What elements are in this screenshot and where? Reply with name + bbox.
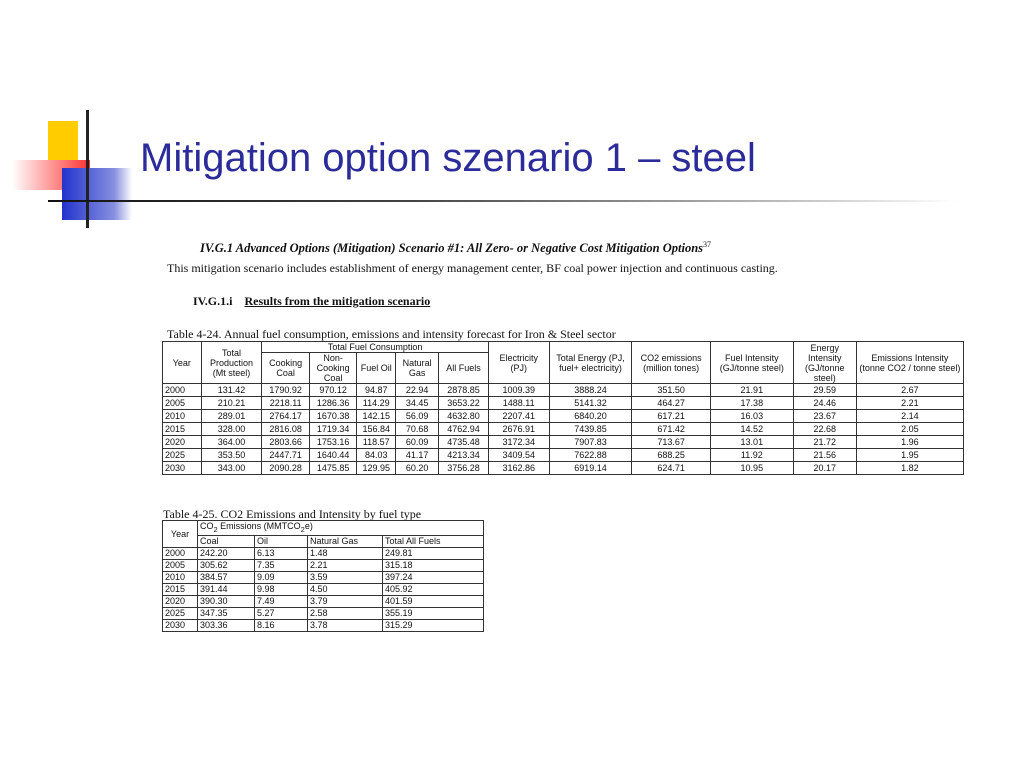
col-group-co2-emissions	[198, 521, 484, 536]
table-cell: 7439.85	[549, 423, 632, 436]
table-row	[163, 571, 484, 583]
table-cell: 70.68	[396, 423, 439, 436]
row-year-cell: 2000	[163, 547, 198, 559]
table-cell: 242.20	[198, 547, 255, 559]
table-cell: 20.17	[793, 462, 856, 475]
table-row	[163, 583, 484, 595]
table-cell: 131.42	[201, 384, 262, 397]
table-cell: 2803.66	[262, 436, 310, 449]
col-total: Total All Fuels	[383, 535, 484, 547]
table-cell: 3172.34	[488, 436, 549, 449]
table-cell: 2218.11	[262, 397, 310, 410]
col-energy-intensity: Energy Intensity (GJ/tonne steel)	[793, 342, 856, 384]
table-cell: 3756.28	[439, 462, 489, 475]
col-fuel-oil: Fuel Oil	[357, 353, 396, 384]
group-mid: Emissions (MMTCO	[217, 521, 301, 531]
table-cell: 405.92	[383, 583, 484, 595]
col-cooking-coal: Cooking Coal	[262, 353, 310, 384]
table-cell: 351.50	[632, 384, 710, 397]
table-cell: 1475.85	[309, 462, 357, 475]
col-fuel-intensity: Fuel Intensity (GJ/tonne steel)	[710, 342, 793, 384]
table-cell: 56.09	[396, 410, 439, 423]
table-cell: 22.94	[396, 384, 439, 397]
row-year-cell: 2005	[163, 397, 202, 410]
table-cell: 1640.44	[309, 449, 357, 462]
table-cell: 2.05	[856, 423, 963, 436]
col-co2: CO2 emissions (million tones)	[632, 342, 710, 384]
table-cell: 384.57	[198, 571, 255, 583]
decor-blue-square	[62, 168, 132, 220]
table-cell: 1.95	[856, 449, 963, 462]
table-cell: 1670.38	[309, 410, 357, 423]
section-heading	[200, 240, 711, 256]
table-cell: 624.71	[632, 462, 710, 475]
table-row	[163, 449, 964, 462]
table-cell: 6840.20	[549, 410, 632, 423]
table2-caption: Table 4-25. CO2 Emissions and Intensity by fuel type	[163, 507, 422, 521]
table-cell: 10.95	[710, 462, 793, 475]
table-cell: 23.67	[793, 410, 856, 423]
table-cell: 60.20	[396, 462, 439, 475]
table-cell: 1488.11	[488, 397, 549, 410]
table-cell: 1719.34	[309, 423, 357, 436]
table-cell: 401.59	[383, 595, 484, 607]
table-cell: 34.45	[396, 397, 439, 410]
table-cell: 13.01	[710, 436, 793, 449]
table-cell: 2.21	[856, 397, 963, 410]
col-natural-gas: Natural Gas	[396, 353, 439, 384]
table-cell: 41.17	[396, 449, 439, 462]
col-oil: Oil	[255, 535, 308, 547]
table-cell: 3.79	[308, 595, 383, 607]
table-row	[163, 595, 484, 607]
table-cell: 4735.48	[439, 436, 489, 449]
table-cell: 16.03	[710, 410, 793, 423]
subsection-heading	[193, 294, 430, 309]
table-cell: 60.09	[396, 436, 439, 449]
table-cell: 391.44	[198, 583, 255, 595]
table-cell: 390.30	[198, 595, 255, 607]
row-year-cell: 2025	[163, 607, 198, 619]
table-cell: 1790.92	[262, 384, 310, 397]
table-cell: 4632.80	[439, 410, 489, 423]
row-year-cell: 2010	[163, 410, 202, 423]
table-cell: 7.49	[255, 595, 308, 607]
slide-title: Mitigation option szenario 1 – steel	[140, 136, 756, 180]
table-cell: 353.50	[201, 449, 262, 462]
col-non-cooking-coal: Non-Cooking Coal	[309, 353, 357, 384]
row-year-cell: 2030	[163, 462, 202, 475]
table-cell: 94.87	[357, 384, 396, 397]
table-cell: 21.91	[710, 384, 793, 397]
table-cell: 21.72	[793, 436, 856, 449]
table-cell: 2878.85	[439, 384, 489, 397]
col-year: Year	[163, 521, 198, 548]
table-row	[163, 559, 484, 571]
fuel-consumption-table	[162, 341, 964, 475]
table-cell: 2207.41	[488, 410, 549, 423]
table-cell: 4.50	[308, 583, 383, 595]
row-year-cell: 2020	[163, 595, 198, 607]
table-cell: 11.92	[710, 449, 793, 462]
table-cell: 118.57	[357, 436, 396, 449]
table-cell: 2090.28	[262, 462, 310, 475]
table-cell: 617.21	[632, 410, 710, 423]
col-year: Year	[163, 342, 202, 384]
table-cell: 2816.08	[262, 423, 310, 436]
intro-paragraph: This mitigation scenario includes establishment of energy management center, BF coal power injection and continuous casting.	[167, 261, 778, 275]
table-cell: 3888.24	[549, 384, 632, 397]
table-cell: 3409.54	[488, 449, 549, 462]
table-cell: 303.36	[198, 619, 255, 631]
table-cell: 289.01	[201, 410, 262, 423]
table-cell: 1.82	[856, 462, 963, 475]
group-sub: 2	[213, 524, 218, 534]
row-year-cell: 2030	[163, 619, 198, 631]
table-cell: 9.09	[255, 571, 308, 583]
col-emissions-intensity: Emissions Intensity (tonne CO2 / tonne steel)	[856, 342, 963, 384]
table-cell: 3653.22	[439, 397, 489, 410]
table-cell: 156.84	[357, 423, 396, 436]
table-cell: 249.81	[383, 547, 484, 559]
table-cell: 21.56	[793, 449, 856, 462]
table-cell: 5141.32	[549, 397, 632, 410]
table-row	[163, 462, 964, 475]
subsection-number: IV.G.1.i	[193, 294, 233, 308]
co2-emissions-table	[162, 520, 484, 632]
table-row	[163, 547, 484, 559]
table-cell: 17.38	[710, 397, 793, 410]
table-cell: 2.58	[308, 607, 383, 619]
table-cell: 671.42	[632, 423, 710, 436]
table-cell: 2764.17	[262, 410, 310, 423]
col-production: Total Production (Mt steel)	[201, 342, 262, 384]
table-cell: 4762.94	[439, 423, 489, 436]
table-cell: 1009.39	[488, 384, 549, 397]
col-natural-gas: Natural Gas	[308, 535, 383, 547]
group-sub2: 2	[300, 524, 305, 534]
table-cell: 343.00	[201, 462, 262, 475]
table-cell: 347.35	[198, 607, 255, 619]
table-cell: 355.19	[383, 607, 484, 619]
group-suffix: e)	[304, 521, 313, 531]
subsection-title: Results from the mitigation scenario	[244, 294, 431, 308]
table-cell: 4213.34	[439, 449, 489, 462]
table-cell: 29.59	[793, 384, 856, 397]
table-cell: 305.62	[198, 559, 255, 571]
table-cell: 7.35	[255, 559, 308, 571]
table1-caption: Table 4-24. Annual fuel consumption, emissions and intensity forecast for Iron & Steel sector	[167, 327, 616, 341]
table-cell: 2.21	[308, 559, 383, 571]
table-cell: 364.00	[201, 436, 262, 449]
table2-body	[163, 547, 484, 631]
table-cell: 1286.36	[309, 397, 357, 410]
section-heading-text: IV.G.1 Advanced Options (Mitigation) Scenario #1: All Zero- or Negative Cost Mitigation Options	[200, 241, 704, 256]
group-prefix: CO	[200, 521, 214, 531]
table-cell: 5.27	[255, 607, 308, 619]
table-cell: 3.78	[308, 619, 383, 631]
row-year-cell: 2025	[163, 449, 202, 462]
table-cell: 129.95	[357, 462, 396, 475]
table-cell: 7622.88	[549, 449, 632, 462]
title-underline	[48, 200, 958, 202]
table-cell: 6919.14	[549, 462, 632, 475]
table-cell: 2.14	[856, 410, 963, 423]
col-coal: Coal	[198, 535, 255, 547]
table-row	[163, 436, 964, 449]
table-cell: 6.13	[255, 547, 308, 559]
table-cell: 24.46	[793, 397, 856, 410]
table-row	[163, 397, 964, 410]
table-cell: 1.96	[856, 436, 963, 449]
row-year-cell: 2010	[163, 571, 198, 583]
table-cell: 9.98	[255, 583, 308, 595]
table-cell: 464.27	[632, 397, 710, 410]
table-row	[163, 410, 964, 423]
col-total-energy: Total Energy (PJ, fuel+ electricity)	[549, 342, 632, 384]
table-cell: 328.00	[201, 423, 262, 436]
table-cell: 114.29	[357, 397, 396, 410]
table-row	[163, 423, 964, 436]
table-cell: 22.68	[793, 423, 856, 436]
table-cell: 2676.91	[488, 423, 549, 436]
table-cell: 7907.83	[549, 436, 632, 449]
table-cell: 8.16	[255, 619, 308, 631]
table-row	[163, 384, 964, 397]
table-cell: 688.25	[632, 449, 710, 462]
row-year-cell: 2015	[163, 423, 202, 436]
decor-vertical-line	[86, 110, 89, 228]
col-electricity: Electricity (PJ)	[488, 342, 549, 384]
table-cell: 3.59	[308, 571, 383, 583]
row-year-cell: 2015	[163, 583, 198, 595]
table-row	[163, 619, 484, 631]
table-cell: 84.03	[357, 449, 396, 462]
table-cell: 1753.16	[309, 436, 357, 449]
table-cell: 713.67	[632, 436, 710, 449]
table-cell: 315.18	[383, 559, 484, 571]
table-cell: 210.21	[201, 397, 262, 410]
row-year-cell: 2020	[163, 436, 202, 449]
row-year-cell: 2000	[163, 384, 202, 397]
table-cell: 970.12	[309, 384, 357, 397]
table1-body	[163, 384, 964, 475]
table-cell: 315.29	[383, 619, 484, 631]
table-cell: 397.24	[383, 571, 484, 583]
col-all-fuels: All Fuels	[439, 353, 489, 384]
table-cell: 142.15	[357, 410, 396, 423]
row-year-cell: 2005	[163, 559, 198, 571]
table-row	[163, 607, 484, 619]
table-cell: 2447.71	[262, 449, 310, 462]
table-cell: 1.48	[308, 547, 383, 559]
table-cell: 3162.86	[488, 462, 549, 475]
col-group-fuel-consumption: Total Fuel Consumption	[262, 342, 488, 353]
table-cell: 2.67	[856, 384, 963, 397]
footnote-marker: 37	[703, 240, 712, 249]
table-cell: 14.52	[710, 423, 793, 436]
